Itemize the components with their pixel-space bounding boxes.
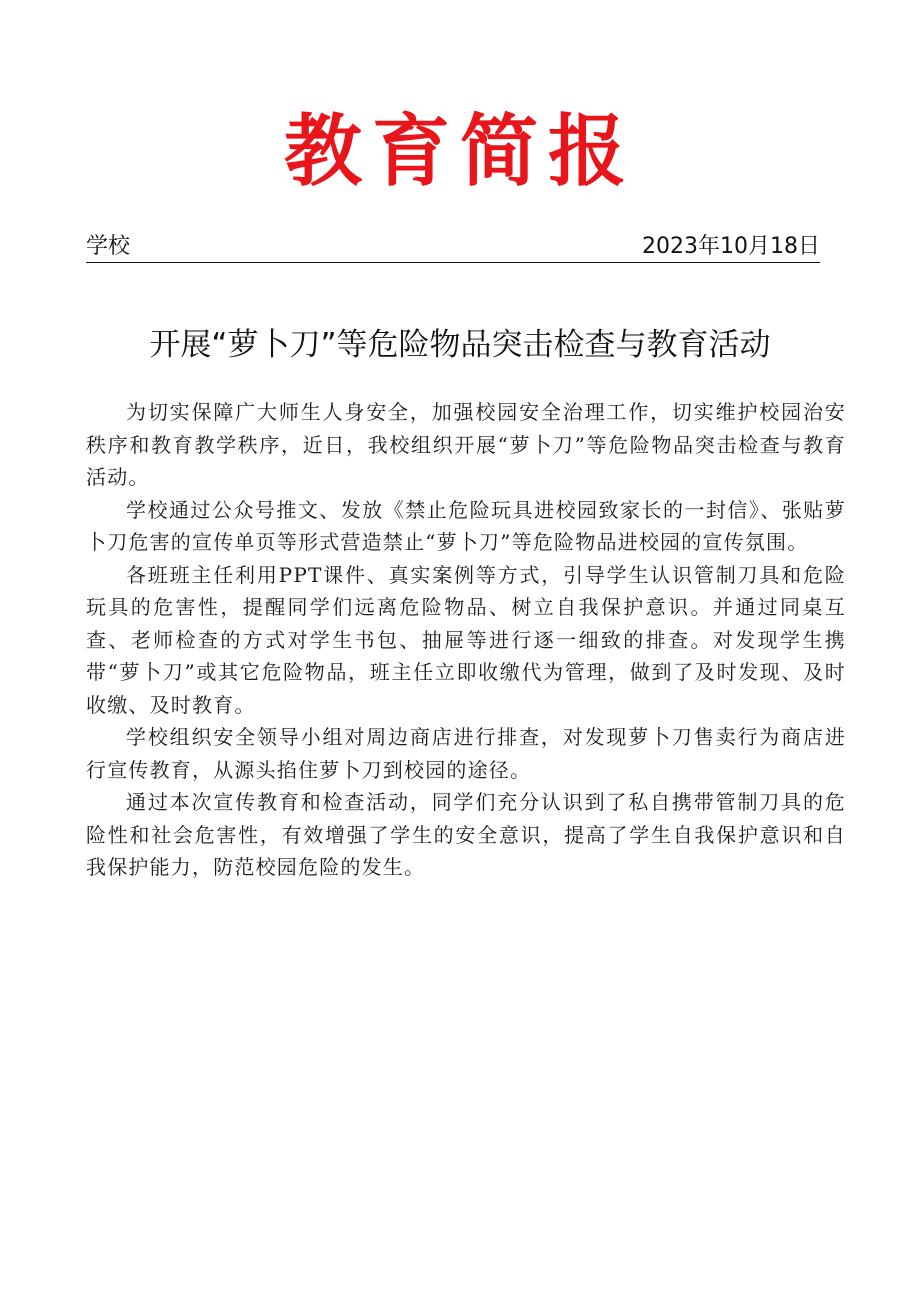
- article-headline: 开展“萝卜刀”等危险物品突击检查与教育活动: [149, 327, 771, 363]
- article-paragraph: 各班班主任利用PPT课件、真实案例等方式，引导学生认识管制刀具和危险玩具的危害性，提醒同学们远离危险物品、树立自我保护意识。并通过同桌互查、老师检查的方式对学生书包、抽屉等进行逐一细致的排查。对发现学生携带“萝卜刀”或其它危险物品，班主任立即收缴代为管理，做到了及时发现、及时收缴、及时教育。: [86, 562, 846, 717]
- school-label: 学校: [86, 234, 131, 259]
- article-body: [86, 396, 846, 884]
- article-paragraph: 为切实保障广大师生人身安全，加强校园安全治理工作，切实维护校园治安秩序和教育教学秩序，近日，我校组织开展“萝卜刀”等危险物品突击检查与教育活动。: [86, 400, 846, 489]
- article-paragraph: 通过本次宣传教育和检查活动，同学们充分认识到了私自携带管制刀具的危险性和社会危害性，有效增强了学生的安全意识，提高了学生自我保护意识和自我保护能力，防范校园危险的发生。: [86, 790, 846, 879]
- article-paragraph: 学校通过公众号推文、发放《禁止危险玩具进校园致家长的一封信》、张贴萝卜刀危害的宣传单页等形式营造禁止“萝卜刀”等危险物品进校园的宣传氛围。: [86, 497, 846, 554]
- article-paragraph: 学校组织安全领导小组对周边商店进行排查，对发现萝卜刀售卖行为商店进行宣传教育，从源头掐住萝卜刀到校园的途径。: [86, 725, 846, 782]
- info-line: [86, 232, 820, 263]
- issue-date: 2023年10月18日: [642, 234, 820, 259]
- masthead-title: 教育简报: [283, 106, 636, 197]
